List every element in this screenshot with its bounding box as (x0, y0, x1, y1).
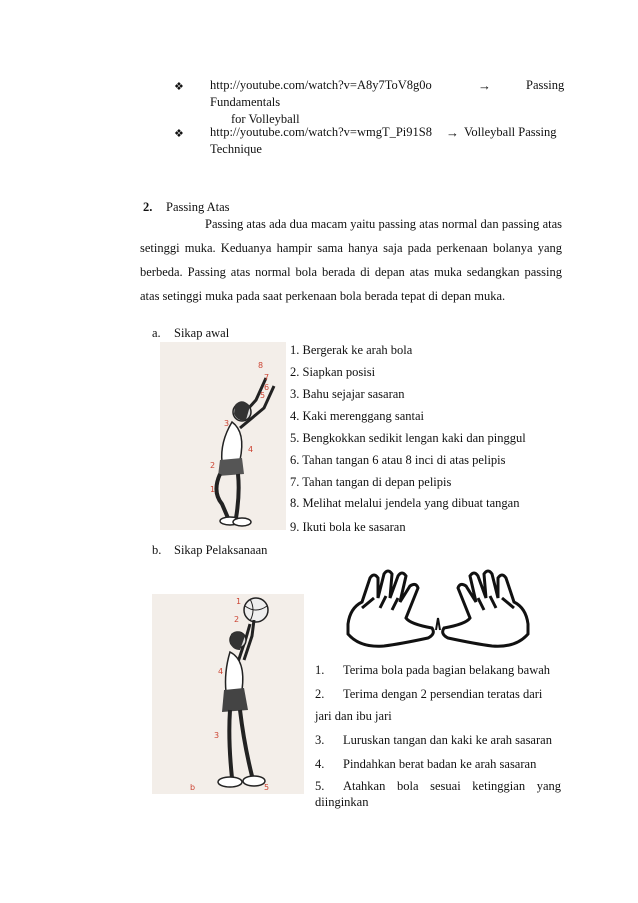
pelaksanaan-step-continuation: diinginkan (315, 795, 369, 809)
sub-b-title: Sikap Pelaksanaan (174, 543, 268, 557)
sikap-awal-mark: 8 (258, 361, 264, 370)
pelaksanaan-step-text: Pindahkan berat badan ke arah sasaran (343, 757, 537, 771)
pelaksanaan-step-number: 5. (315, 779, 325, 793)
sikap-pelaksanaan-mark: 3 (214, 731, 220, 740)
sikap-awal-step: 7. Tahan tangan di depan pelipis (290, 475, 452, 489)
link-1-title-a: Passing (526, 78, 565, 92)
pelaksanaan-step-text: Terima dengan 2 persendian teratas dari (343, 687, 543, 701)
sikap-awal-step: 8. Melihat melalui jendela yang dibuat tangan (290, 496, 520, 510)
sikap-awal-mark: 5 (260, 391, 266, 400)
youtube-link-2[interactable]: http://youtube.com/watch?v=wmgT_Pi91S8 (210, 125, 432, 139)
pelaksanaan-step-text: Atahkan bola sesuai ketinggian yang (343, 779, 561, 793)
sikap-awal-mark: 3 (224, 419, 230, 428)
sikap-awal-mark: 1 (210, 485, 216, 494)
pelaksanaan-step-number: 4. (315, 757, 325, 771)
arrow-1: → (478, 78, 491, 93)
sub-a-label: a. (152, 326, 161, 340)
sikap-awal-step: 5. Bengkokkan sedikit lengan kaki dan pinggul (290, 431, 526, 445)
pelaksanaan-step-number: 2. (315, 687, 325, 701)
sikap-awal-figure (160, 342, 286, 530)
sikap-awal-step: 9. Ikuti bola ke sasaran (290, 520, 406, 534)
bullet-2: ❖ (174, 128, 184, 140)
pelaksanaan-step-number: 3. (315, 733, 325, 747)
link-2-title-a: Volleyball Passing (464, 125, 557, 139)
sikap-pelaksanaan-figure (152, 594, 304, 794)
section-paragraph: Passing atas ada dua macam yaitu passing atas normal dan passing atas setinggi muka. Keduanya hampir sama hanya saja pada perkenaan bolanya yang berbeda. Passing atas normal bola berada di depan atas muka sedangkan passing atas setinggi muka pada saat perkenaan bola berada tepat di depan muka. (140, 217, 562, 303)
pelaksanaan-step-text: Luruskan tangan dan kaki ke arah sasaran (343, 733, 552, 747)
bullet-1: ❖ (174, 81, 184, 93)
sikap-awal-mark: 6 (264, 383, 270, 392)
sub-a-title: Sikap awal (174, 326, 230, 340)
sikap-pelaksanaan-mark: b (190, 783, 196, 792)
sikap-pelaksanaan-mark: 4 (218, 667, 224, 676)
hands-triangle-figure (340, 568, 536, 654)
arrow-2: → (446, 125, 459, 140)
sikap-awal-mark: 4 (248, 445, 254, 454)
sikap-awal-step: 2. Siapkan posisi (290, 365, 376, 379)
sikap-awal-step: 3. Bahu sejajar sasaran (290, 387, 405, 401)
sikap-awal-step: 1. Bergerak ke arah bola (290, 343, 413, 357)
pelaksanaan-step-continuation: jari dan ibu jari (315, 709, 392, 723)
section-number: 2. (143, 200, 153, 214)
sikap-pelaksanaan-mark: 5 (264, 783, 270, 792)
sikap-awal-step: 4. Kaki merenggang santai (290, 409, 424, 423)
youtube-link-1[interactable]: http://youtube.com/watch?v=A8y7ToV8g0o (210, 78, 432, 92)
sikap-awal-mark: 2 (210, 461, 216, 470)
link-1-title-b: Fundamentals (210, 95, 281, 109)
pelaksanaan-step-text: Terima bola pada bagian belakang bawah (343, 663, 551, 677)
pelaksanaan-step-number: 1. (315, 663, 325, 677)
sikap-awal-step: 6. Tahan tangan 6 atau 8 inci di atas pelipis (290, 453, 506, 467)
link-1-title-c: for Volleyball (231, 112, 300, 126)
sikap-pelaksanaan-mark: 2 (234, 615, 240, 624)
link-2-title-b: Technique (210, 142, 262, 156)
sub-b-label: b. (152, 543, 162, 557)
sikap-pelaksanaan-mark: 1 (236, 597, 242, 606)
sikap-awal-mark: 7 (264, 373, 270, 382)
section-heading: Passing Atas (166, 200, 230, 214)
